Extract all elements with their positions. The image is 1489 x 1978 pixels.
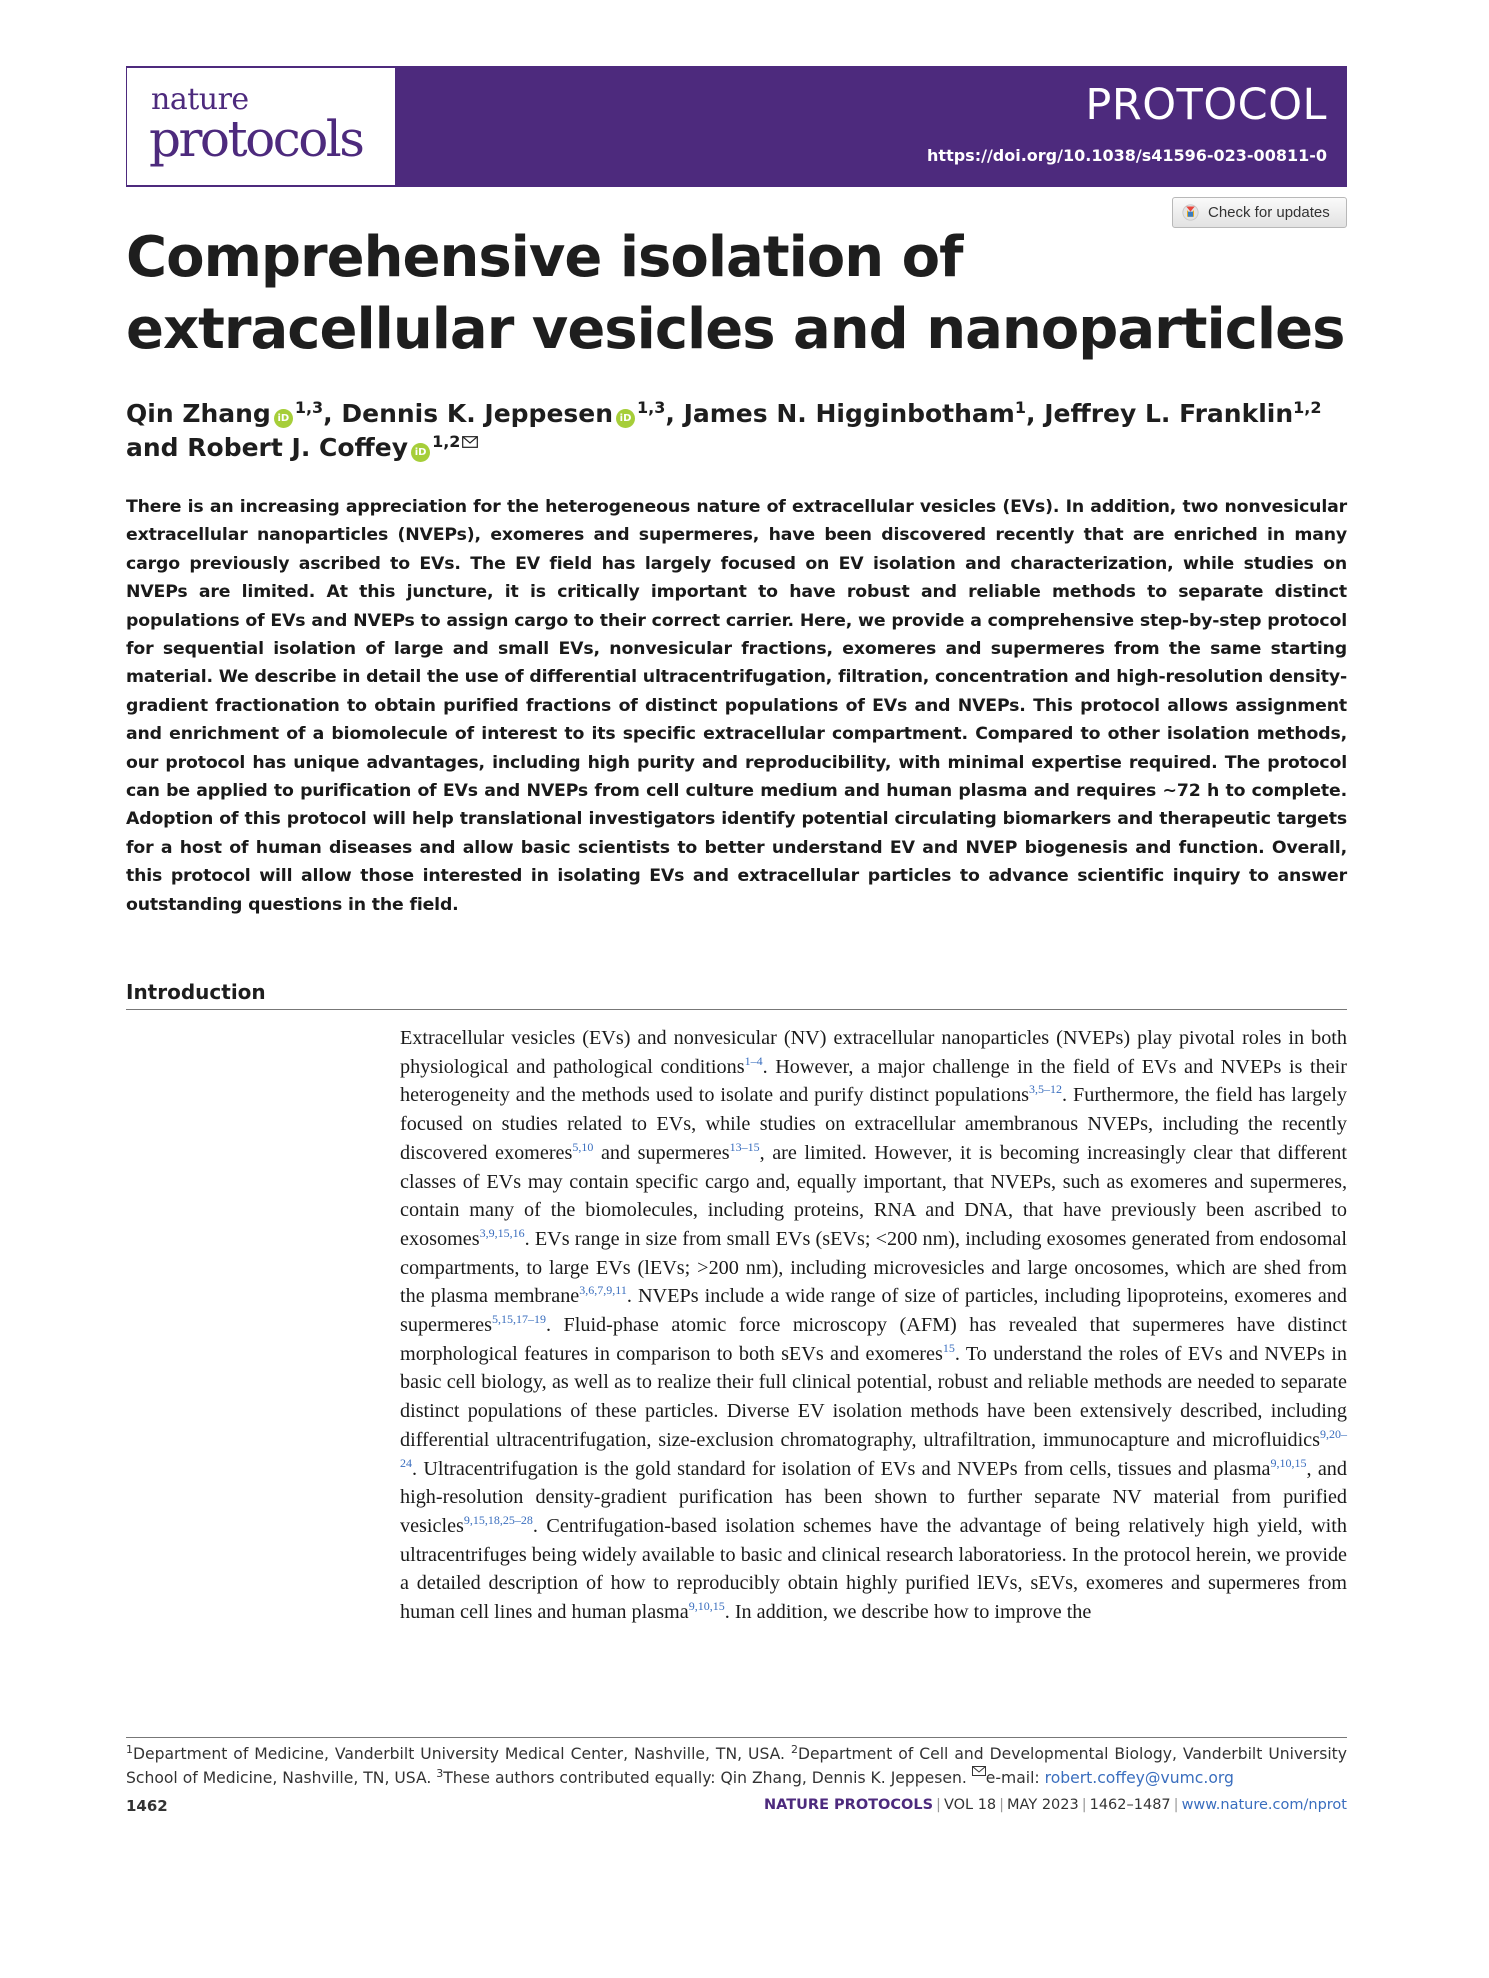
footer-pages: 1462–1487: [1089, 1797, 1171, 1813]
author-affiliation-marker: 1,3: [637, 398, 666, 417]
equal-contribution-note: These authors contributed equally: Qin Zhang, Dennis K. Jeppesen.: [443, 1769, 972, 1787]
citation-ref[interactable]: 3,6,7,9,11: [579, 1283, 627, 1298]
affiliation-1: Department of Medicine, Vanderbilt University Medical Center, Nashville, TN, USA.: [133, 1745, 791, 1763]
intro-text: , are limited. However, it is becoming increasingly clear that different classes of EVs may contain specific cargo and, equally important, that NVEPs, such as exomeres and supermeres, contain many of the biomolecules, including proteins, RNA and DNA, that have previously been ascribed to exosomes: [400, 1141, 1348, 1250]
footer-separator: |: [1081, 1797, 1087, 1813]
journal-logo-line2: protocols: [149, 110, 363, 168]
intro-text: . However, a major challenge in the field of EVs and NVEPs is their heterogeneity and the methods used to isolate and purify distinct populations: [400, 1055, 1347, 1107]
affiliation-footnotes: [126, 1742, 1347, 1790]
citation-ref[interactable]: 9,15,18,25–28: [463, 1512, 533, 1527]
citation-ref[interactable]: 15: [942, 1340, 955, 1355]
orcid-icon[interactable]: iD: [411, 443, 430, 462]
footer-separator: |: [1173, 1797, 1179, 1813]
intro-text: . Fluid-phase atomic force microscopy (AFM) has revealed that supermeres have distinct morphological features in comparison to both sEVs and exomeres: [400, 1314, 1347, 1365]
corresponding-email-link[interactable]: robert.coffey@vumc.org: [1044, 1769, 1234, 1787]
footer-separator: |: [936, 1797, 941, 1813]
intro-text: . Furthermore, the field has largely focused on studies related to EVs, while studies on extracellular amembranous NVEPs, including the recently discovered exomeres: [400, 1084, 1347, 1164]
journal-logo[interactable]: [127, 68, 395, 185]
citation-ref[interactable]: 9,20–24: [400, 1426, 1347, 1470]
footer-volume: VOL 18: [943, 1797, 997, 1813]
intro-text: Extracellular vesicles (EVs) and nonvesicular (NV) extracellular nanoparticles (NVEPs) play pivotal roles in both physiological and pathological conditions: [400, 1027, 1347, 1078]
corresponding-author-email-icon: [462, 436, 478, 448]
intro-text: and supermeres: [593, 1141, 730, 1164]
author-separator: ,: [323, 399, 342, 428]
section-divider: [126, 1009, 1347, 1010]
article-type-label: PROTOCOL: [1085, 80, 1327, 130]
intro-text: . Centrifugation-based isolation schemes have the advantage of being relatively high yield, with ultracentrifuges being widely available to basic and clinical research laboratoriess. In the protocol herein, we provide a detailed description of how to reproducibly obtain highly purified lEVs, sEVs, exomeres and supermeres from human cell lines and human plasma: [400, 1514, 1347, 1624]
journal-logo-line1: nature: [151, 82, 249, 117]
citation-ref[interactable]: 9,10,15: [688, 1599, 725, 1614]
author-affiliation-marker: 1,2: [432, 432, 461, 451]
author-name[interactable]: Jeffrey L. Franklin: [1044, 399, 1294, 428]
introduction-body: [400, 1024, 1347, 1627]
orcid-icon[interactable]: iD: [274, 409, 293, 428]
intro-text: . To understand the roles of EVs and NVEPs in basic cell biology, as well as to realize their full clinical potential, robust and reliable methods are needed to separate distinct populations of these particles. Diverse EV isolation methods have been extensively described, including differential ultracentrifugation, size-exclusion chromatography, ultrafiltration, immunocapture and microfluidics: [400, 1342, 1348, 1451]
email-icon: [972, 1766, 986, 1776]
running-footer: [764, 1797, 1347, 1813]
author-separator: ,: [1026, 399, 1045, 428]
abstract: There is an increasing appreciation for the heterogeneous nature of extracellular vesicles (EVs). In addition, two nonvesicular extracellular nanoparticles (NVEPs), exomeres and supermeres, have been discovered recently that are enriched in many cargo previously ascribed to EVs. The EV field has largely focused on EV isolation and characterization, while studies on NVEPs are limited. At this juncture, it is critically important to have robust and reliable methods to separate distinct populations of EVs and NVEPs to assign cargo to their correct carrier. Here, we provide a comprehensive step-by-step protocol for sequential isolation of large and small EVs, nonvesicular fractions, exomeres and supermeres from the same starting material. We describe in detail the use of differential ultracentrifugation, filtration, concentration and high-resolution density-gradient fractionation to obtain purified fractions of distinct populations of EVs and NVEPs. This protocol allows assignment and enrichment of a biomolecule of interest to its specific extracellular compartment. Compared to other isolation methods, our protocol has unique advantages, including high purity and reproducibility, with minimal expertise required. The protocol can be applied to purification of EVs and NVEPs from cell culture medium and human plasma and requires ~72 h to complete. Adoption of this protocol will help translational investigators identify potential circulating biomarkers and therapeutic targets for a host of human diseases and allow basic scientists to better understand EV and NVEP biogenesis and function. Overall, this protocol will allow those interested in isolating EVs and extracellular particles to advance scientific inquiry to answer outstanding questions in the field.: [126, 497, 1347, 915]
intro-text: , and high-resolution density-gradient purification has been shown to further separate NV material from purified vesicles: [400, 1457, 1347, 1537]
intro-text: . Ultracentrifugation is the gold standard for isolation of EVs and NVEPs from cells, tissues and plasma: [412, 1457, 1271, 1480]
doi-link[interactable]: https://doi.org/10.1038/s41596-023-00811-0: [927, 146, 1327, 165]
orcid-icon[interactable]: iD: [616, 409, 635, 428]
page-number: 1462: [126, 1797, 168, 1815]
citation-ref[interactable]: 5,10: [572, 1139, 594, 1154]
citation-ref[interactable]: 13–15: [729, 1139, 760, 1154]
article-title: Comprehensive isolation of extracellular vesicles and nanoparticles: [126, 225, 1345, 362]
author-list: [126, 397, 1366, 465]
intro-text: . In addition, we describe how to improve the: [724, 1601, 1092, 1624]
intro-text: . EVs range in size from small EVs (sEVs; <200 nm), including exosomes generated from endosomal compartments, to large EVs (lEVs; >200 nm), including microvesicles and large oncosomes, which are shed from the plasma membrane: [400, 1227, 1347, 1308]
intro-text: . NVEPs include a wide range of size of particles, including lipoproteins, exomeres and supermeres: [400, 1285, 1347, 1337]
footer-journal-name: NATURE PROTOCOLS: [764, 1797, 934, 1813]
crossmark-icon: [1182, 204, 1199, 221]
author-separator: ,: [665, 399, 684, 428]
author-affiliation-marker: 1: [1014, 398, 1026, 417]
footer-separator: |: [999, 1797, 1005, 1813]
author-affiliation-marker: 1,2: [1293, 398, 1322, 417]
check-for-updates-label: Check for updates: [1208, 204, 1330, 221]
author-affiliation-marker: 1,3: [294, 398, 324, 417]
author-name[interactable]: James N. Higginbotham: [683, 399, 1015, 428]
citation-ref[interactable]: 9,10,15: [1270, 1455, 1307, 1470]
citation-ref[interactable]: 3,5–12: [1029, 1082, 1063, 1097]
author-name[interactable]: Qin Zhang: [126, 399, 271, 428]
footnote-divider: [126, 1737, 1347, 1738]
author-name[interactable]: Dennis K. Jeppesen: [341, 399, 614, 428]
footer-date: MAY 2023: [1007, 1797, 1079, 1813]
citation-ref[interactable]: 1–4: [744, 1053, 763, 1068]
affiliation-marker: 3: [436, 1767, 444, 1780]
affiliation-2: Department of Cell and Developmental Biology, Vanderbilt University School of Medicine, Nashville, TN, USA.: [126, 1745, 1347, 1787]
footer-journal-url[interactable]: www.nature.com/nprot: [1181, 1797, 1347, 1813]
citation-ref[interactable]: 5,15,17–19: [491, 1312, 546, 1327]
affiliation-marker: 2: [790, 1743, 798, 1756]
affiliation-marker: 1: [126, 1743, 133, 1756]
email-label: e-mail:: [985, 1769, 1045, 1787]
citation-ref[interactable]: 3,9,15,16: [479, 1225, 525, 1240]
section-heading-introduction: Introduction: [126, 980, 266, 1004]
author-name[interactable]: and Robert J. Coffey: [126, 433, 409, 462]
